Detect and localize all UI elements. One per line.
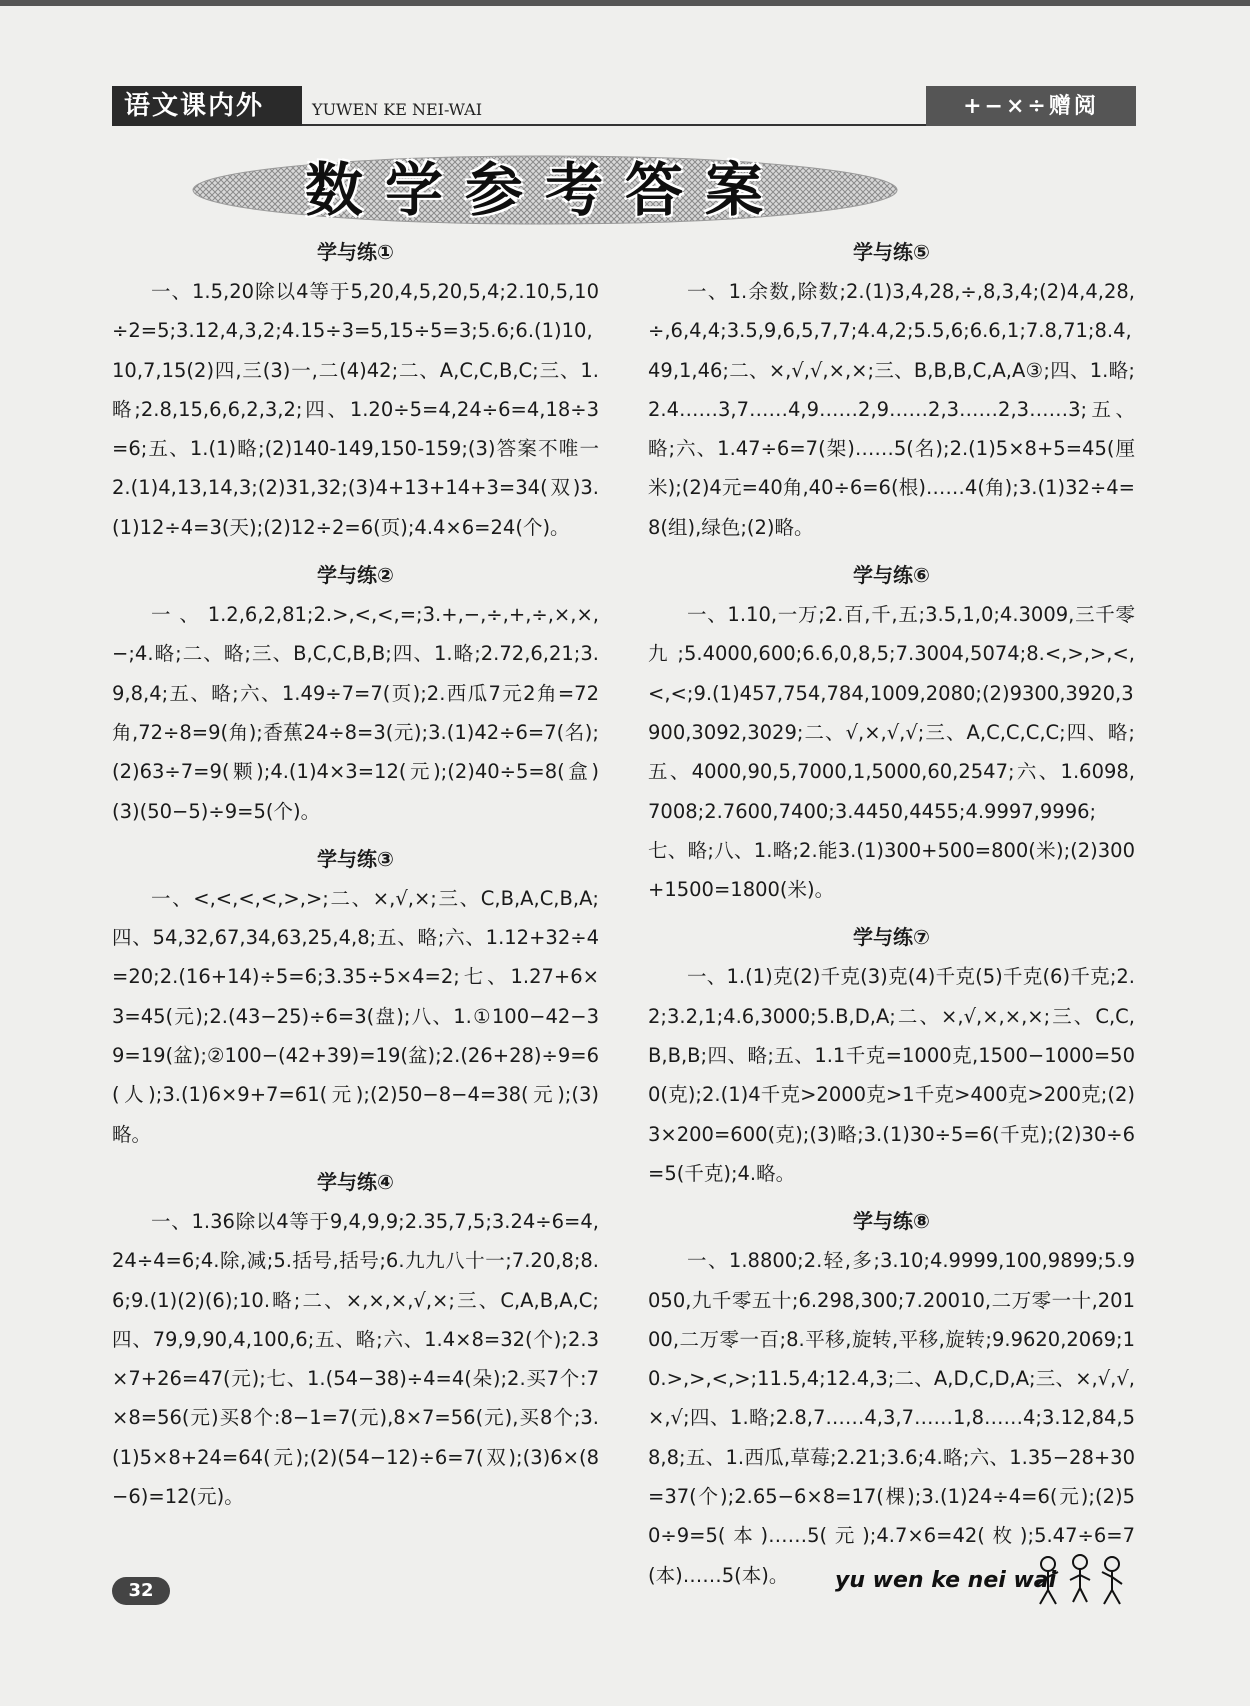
section-body: 一、1.余数,除数;2.(1)3,4,28,÷,8,3,4;(2)4,4,28,÷,6,4,4;3.5,9,6,5,7,7;4.4,2;5.5,6;6.6,1;7.8,71;8.4,49,1,46;二、×,√,√,×,×;三、B,B,B,C,A,A③;四、1.略;2.4……3,7……4,9……2,9……2,3……2,3……3;五、略;六、1.47÷6=7(架)……5(名);2.(1)5×8+5=45(厘米);(2)4元=40角,40÷6=6(根)……4(角);3.(1)32÷4=8(组),绿色;(2)略。 [648, 280, 1135, 539]
gift-tag: +−×÷赠阅 [926, 86, 1136, 126]
answer-section-4 [112, 1162, 599, 1516]
section-title: 学与练⑤ [853, 240, 930, 264]
answer-section-3 [112, 839, 599, 1154]
answer-section-7 [648, 917, 1135, 1193]
section-title: 学与练① [317, 240, 394, 264]
section-body: 一、1.(1)克(2)千克(3)克(4)千克(5)千克(6)千克;2.2;3.2,1;4.6,3000;5.B,D,A;二、×,√,×,×,×;三、C,C,B,B,B;四、略;五、1.1千克=1000克,1500−1000=500(克);2.(1)4千克>2000克>1千克>400克>200克;(2)3×200=600(克);(3)略;3.(1)30÷5=6(千克);(2)30÷6=5(千克);4.略。 [648, 965, 1135, 1185]
footer-brand: yu wen ke nei wai [835, 1568, 1057, 1593]
section-body: 一、1.8800;2.轻,多;3.10;4.9999,100,9899;5.9050,九千零五十;6.298,300;7.20010,二万零一十,20100,二万零一百;8.平移,旋转,平移,旋转;9.9620,2069;10.>,>,<,>;11.5,4;12.4,3;二、A,D,C,D,A;三、×,√,√,×,√;四、1.略;2.8,7……4,3,7……1,8……4;3.12,84,58,8;五、1.西瓜,草莓;2.21;3.6;4.略;六、1.35−28+30=37(个);2.65−6×8=17(棵);3.(1)24÷4=6(元);(2)50÷9=5(本)……5(元);4.7×6=42(枚);5.47÷6=7(本)……5(本)。 [648, 1249, 1135, 1587]
section-title: 学与练② [317, 563, 394, 588]
answer-section-5 [648, 232, 1135, 547]
section-body: 一、1.36除以4等于9,4,9,9;2.35,7,5;3.24÷6=4,24÷4=6;4.除,减;5.括号,括号;6.九九八十一;7.20,8;8.6;9.(1)(2)(6);10.略;二、×,×,×,√,×;三、C,A,B,A,C;四、79,9,90,4,100,6;五、略;六、1.4×8=32(个);2.3×7+26=47(元);七、1.(54−38)÷4=4(朵);2.买7个:7×8=56(元)买8个:8−1=7(元),8×7=56(元),买8个;3.(1)5×8+24=64(元);(2)(54−12)÷6=7(双);(3)6×(8−6)=12(元)。 [112, 1209, 599, 1509]
brand-logo: 语文课内外 [112, 86, 302, 126]
section-title: 学与练④ [317, 1169, 394, 1194]
section-title: 学与练⑥ [853, 563, 930, 588]
section-body: 一、1.5,20除以4等于5,20,4,5,20,5,4;2.10,5,10÷2=5;3.12,4,3,2;4.15÷3=5,15÷5=3;5.6;6.(1)10,10,7,15(2)四,三(3)一,二(4)42;二、A,C,C,B,C;三、1.略;2.8,15,6,6,2,3,2;四、1.20÷5=4,24÷6=4,18÷3=6;五、1.(1)略;(2)140-149,150-159;(3)答案不唯一2.(1)4,13,14,3;(2)31,32;(3)4+13+14+3=34(双)3.(1)12÷4=3(天);(2)12÷2=6(页);4.4×6=24(个)。 [112, 280, 599, 539]
kids-illustration-icon [1030, 1550, 1130, 1610]
answer-section-2 [112, 555, 599, 831]
brand-pinyin: YUWEN KE NEI-WAI [312, 100, 483, 119]
section-body: 一、1.10,一万;2.百,千,五;3.5,1,0;4.3009,三千零九;5.4000,600;6.6,0,8,5;7.3004,5074;8.<,>,>,<,<,<;9.(1)457,754,784,1009,2080;(2)9300,3920,3900,3092,3029;二、√,×,√,√;三、A,C,C,C,C;四、略;五、4000,90,5,7000,1,5000,60,2547;六、1.6098,7008;2.7600,7400;3.4450,4455;4.9997,9996;七、略;八、1.略;2.能3.(1)300+500=800(米);(2)300+1500=1800(米)。 [648, 603, 1135, 902]
page-top-edge [0, 0, 1250, 6]
title-banner [185, 150, 905, 230]
page-header [112, 86, 1136, 126]
section-body: 一、<,<,<,<,>,>;二、×,√,×;三、C,B,A,C,B,A;四、54,32,67,34,63,25,4,8;五、略;六、1.12+32÷4=20;2.(16+14)÷5=6;3.35÷5×4=2;七、1.27+6×3=45(元);2.(43−25)÷6=3(盘);八、1.①100−42−39=19(盆);②100−(42+39)=19(盆);2.(26+28)÷9=6(人);3.(1)6×9+7=61(元);(2)50−8−4=38(元);(3)略。 [112, 886, 599, 1146]
section-title: 学与练③ [317, 846, 394, 871]
section-title: 学与练⑦ [853, 925, 930, 950]
section-body: 一、1.2,6,2,81;2.>,<,<,=;3.+,−,÷,+,÷,×,×,−;4.略;二、略;三、B,C,C,B,B;四、1.略;2.72,6,21;3.9,8,4;五、略;六、1.49÷7=7(页);2.西瓜7元2角=72角,72÷8=9(角);香蕉24÷8=3(元);3.(1)42÷6=7(名);(2)63÷7=9(颗);4.(1)4×3=12(元);(2)40÷5=8(盒)(3)(50−5)÷9=5(个)。 [112, 603, 599, 823]
answer-section-1 [112, 232, 599, 547]
answer-section-6 [648, 555, 1135, 909]
page-number: 32 [112, 1577, 170, 1605]
right-column [648, 232, 1135, 1603]
answer-section-8 [648, 1201, 1135, 1595]
section-title: 学与练⑧ [853, 1209, 930, 1234]
left-column [112, 232, 599, 1524]
page-title: 数学参考答案 [304, 156, 785, 224]
